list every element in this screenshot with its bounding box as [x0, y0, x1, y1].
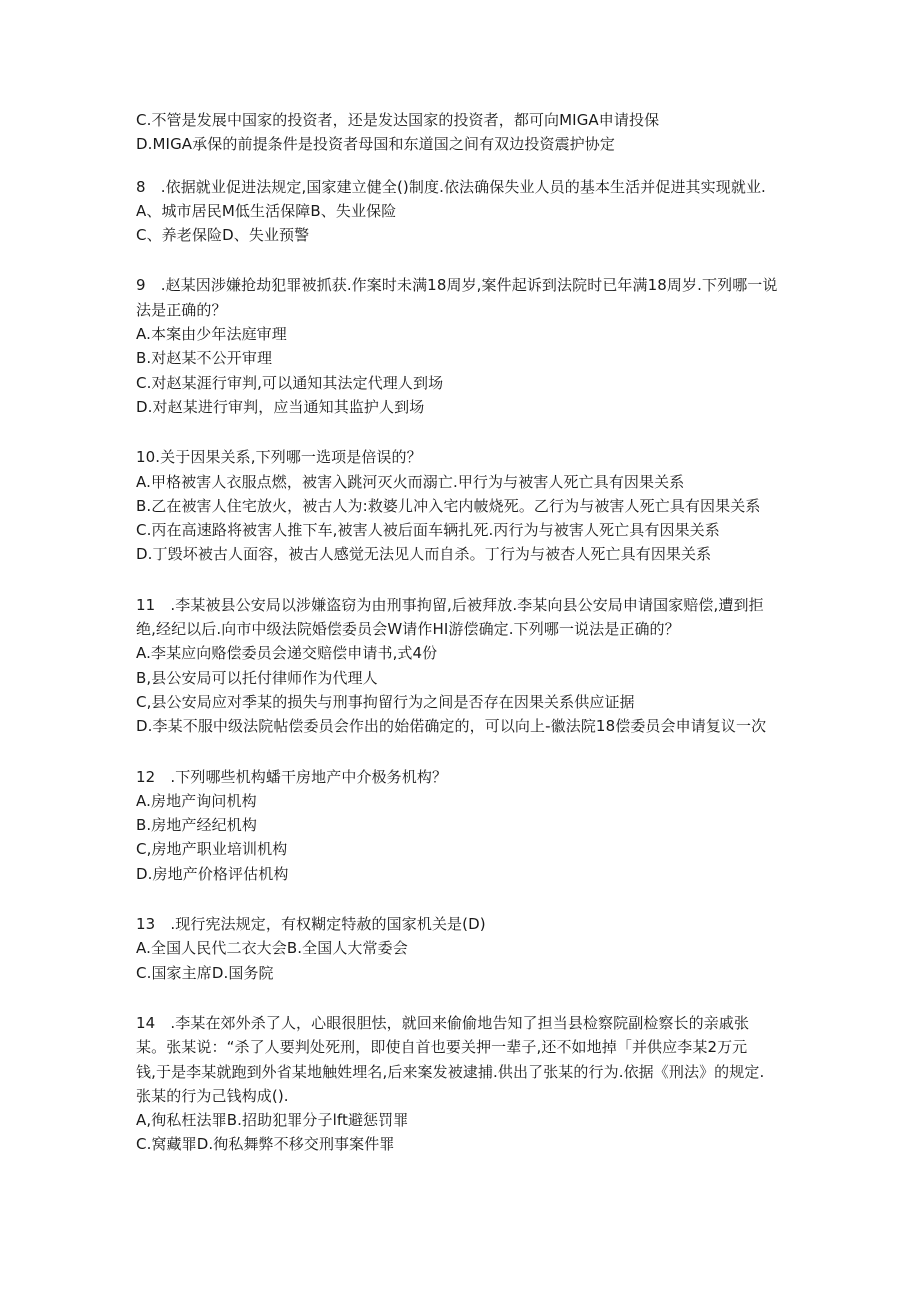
option-line: D.丁毁坏被古人面容，被古人感觉无法见人而自杀。丁行为与被杏人死亡具有因果关系: [136, 545, 712, 564]
option-line: C.对赵某涯行审判,可以通知其法定代理人到场: [136, 373, 444, 392]
question-text: 某。张某说：“杀了人要判处死刑，即使自首也要关押一辈子,还不如地掉「并供应李某2万元: [136, 1038, 748, 1057]
option-line: A.全国人民代二衣大会B.全国人大常委会: [136, 939, 408, 958]
option-line: C、养老保险D、失业预警: [136, 226, 310, 245]
option-line: A,徇私枉法罪B.招助犯罪分子lft避惩罚罪: [136, 1111, 409, 1130]
question-9: [136, 273, 860, 419]
option-line: A.房地产询问机构: [136, 791, 257, 810]
option-line: B.对赵某不公开审理: [136, 349, 273, 368]
option-line: A、城市居民M低生活保障B、失业保险: [136, 201, 397, 220]
option-line: B,县公安局可以托付律师作为代理人: [136, 668, 378, 687]
option-line: C,房地产职业培训机构: [136, 840, 288, 859]
option-line: B.乙在被害人住宅放火，被古人为:救婆儿冲入宅内帔烧死。乙行为与被害人死亡具有因果关系: [136, 496, 761, 515]
option-line: D.房地产价格评估机构: [136, 864, 289, 883]
question-text: 8 .依据就业促进法规定,国家建立健全()制度.依法确保失业人员的基本生活并促进其实现就业.: [136, 177, 766, 196]
question-text: 10.关于因果关系,下列哪一选项是倍误的？: [136, 448, 422, 467]
option-line: D.对赵某进行审判，应当通知其监护人到场: [136, 397, 425, 416]
option-line: C.窝藏罪D.徇私舞弊不移交刑事案件罪: [136, 1135, 395, 1154]
question-text: 13 .现行宪法规定，有权糊定特赦的国家机关是(D): [136, 915, 486, 934]
question-10: [136, 445, 860, 566]
question-11: [136, 593, 860, 739]
option-line: A.甲格被害人衣服点燃，被害入跳河灭火而溺亡.甲行为与被害人死亡具有因果关系: [136, 472, 685, 491]
option-line: D.MIGA承保的前提条件是投资者母国和东道国之间有双边投资震护协定: [136, 135, 615, 154]
question-14: [136, 1011, 860, 1157]
option-line: A.本案由少年法庭审理: [136, 325, 287, 344]
intro-options: [136, 108, 860, 157]
option-line: C,县公安局应对季某的损失与刑事拘留行为之间是否存在因果关系供应证据: [136, 692, 635, 711]
question-text: 12 .下列哪些机构蟠干房地产中介极务机构？: [136, 767, 448, 786]
question-text: 14 .李某在郊外杀了人，心眼很胆怯，就回来偷偷地告知了担当县检察院副检察长的亲戚张: [136, 1013, 750, 1032]
question-text: 9 .赵某因涉嫌抢劫犯罪被抓获.作案时未满18周岁,案件起诉到法院时已年满18周岁.下列哪一说: [136, 276, 778, 295]
question-text: 法是正确的？: [136, 300, 227, 319]
question-text: 11 .李某被县公安局以涉嫌盗窃为由刑事拘留,后被拜放.李某向县公安局申请国家赔偿,遭到拒: [136, 595, 764, 614]
question-text: 钱,于是李某就跑到外省某地触姓埋名,后来案发被逮捕.供出了张某的行为.依据《刑法》的规定.: [136, 1062, 765, 1081]
question-12: [136, 765, 860, 886]
question-text: 张某的行为己钱构成().: [136, 1086, 289, 1105]
option-line: C.丙在高速路将被害人推下车,被害人被后面车辆扎死.丙行为与被害人死亡具有因果关系: [136, 521, 720, 540]
option-line: C.不管是发展中国家的投资者，还是发达国家的投资者，都可向MIGA申请投保: [136, 111, 660, 129]
option-line: B.房地产经纪机构: [136, 816, 257, 835]
option-line: C.国家主席D.国务院: [136, 963, 274, 982]
question-text: 绝,经纪以后.向市中级法院婚偿委员会W请作HI游偿确定.下列哪一说法是正确的？: [136, 620, 680, 639]
question-13: [136, 912, 860, 985]
option-line: D.李某不服中级法院帖偿委员会作出的始偌确定的，可以向上-徽法院18偿委员会申请复议一次: [136, 717, 767, 736]
question-8: [136, 175, 860, 248]
option-line: A.李某应向赂偿委员会递交赔偿申请书,式4份: [136, 644, 438, 663]
